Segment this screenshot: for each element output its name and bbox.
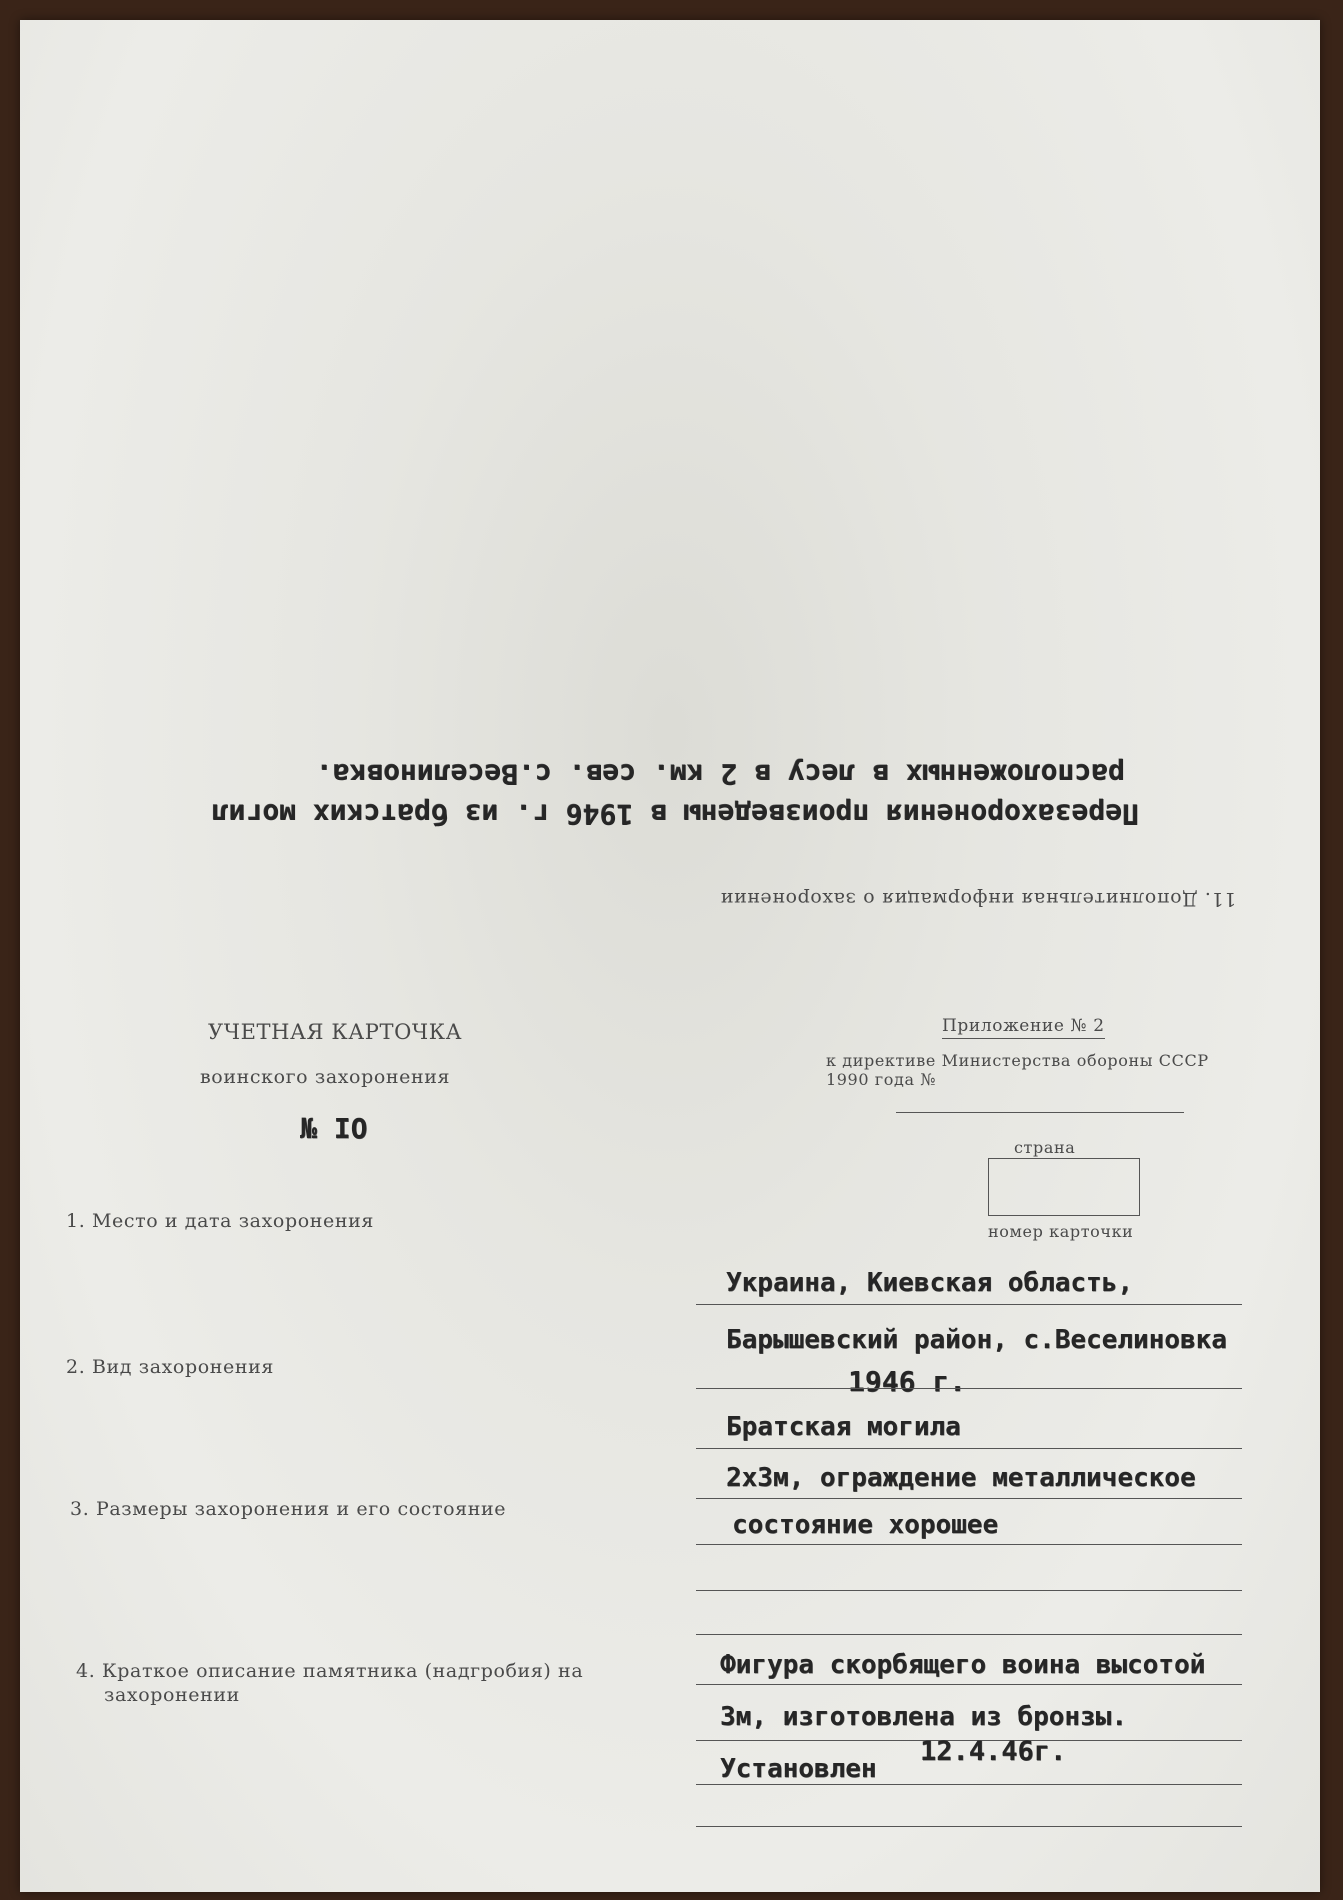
country-label: страна	[1014, 1138, 1076, 1157]
card-sheet	[20, 20, 1320, 1892]
field-2-rule	[696, 1448, 1242, 1449]
directive-line-1: к директиве Министерства обороны СССР	[826, 1051, 1209, 1070]
field-4-value-3: Установлен	[720, 1754, 877, 1784]
field-4-label-1: 4. Краткое описание памятника (надгробия) на	[76, 1660, 584, 1682]
card-number-box	[988, 1158, 1140, 1216]
field-4-value-2: 3м, изготовлена из бронзы.	[720, 1702, 1127, 1732]
country-line	[896, 1112, 1184, 1113]
field-4-rule-1	[696, 1684, 1242, 1685]
field-4-rule-3	[696, 1784, 1242, 1785]
field-3-rule-2	[696, 1544, 1242, 1545]
reverse-section-label: 11. Дополнительная информация о захоронении	[720, 888, 1237, 910]
field-1-value-3: 1946 г.	[848, 1365, 967, 1398]
field-2-value-1: Братская могила	[726, 1412, 961, 1442]
field-4-value-1: Фигура скорбящего воина высотой	[720, 1650, 1206, 1680]
field-1-value-1: Украина, Киевская область,	[726, 1268, 1133, 1298]
field-4-rule-4	[696, 1826, 1242, 1827]
appendix-label: Приложение № 2	[942, 1016, 1105, 1039]
reverse-typed-line-1: Перезахоронения произведены в 1946 г. из братских могил	[212, 798, 1140, 831]
field-3-rule-4	[696, 1634, 1242, 1635]
field-1-value-2: Барышевский район, с.Веселиновка	[726, 1325, 1227, 1355]
field-4-value-4: 12.4.46г.	[920, 1736, 1067, 1767]
field-1-label: 1. Место и дата захоронения	[66, 1210, 374, 1232]
card-title: УЧЕТНАЯ КАРТОЧКА	[208, 1020, 463, 1044]
card-subtitle: воинского захоронения	[200, 1066, 451, 1088]
field-2-label: 2. Вид захоронения	[66, 1356, 274, 1378]
field-3-rule-1	[696, 1498, 1242, 1499]
card-number: № IO	[300, 1112, 368, 1145]
field-3-rule-3	[696, 1590, 1242, 1591]
field-4-label-2: захоронении	[104, 1684, 240, 1706]
field-3-label: 3. Размеры захоронения и его состояние	[70, 1498, 507, 1520]
reverse-typed-line-2: расположенных в лесу в 2 км. сев. с.Веселиновка.	[316, 758, 1126, 791]
directive-line-2: 1990 года №	[826, 1070, 937, 1089]
field-3-value-2: состояние хорошее	[732, 1510, 999, 1540]
card-number-label: номер карточки	[988, 1222, 1134, 1241]
field-1-rule-2	[696, 1388, 1242, 1389]
field-3-value-1: 2х3м, ограждение металлическое	[726, 1463, 1196, 1493]
field-1-rule-1	[696, 1304, 1242, 1305]
